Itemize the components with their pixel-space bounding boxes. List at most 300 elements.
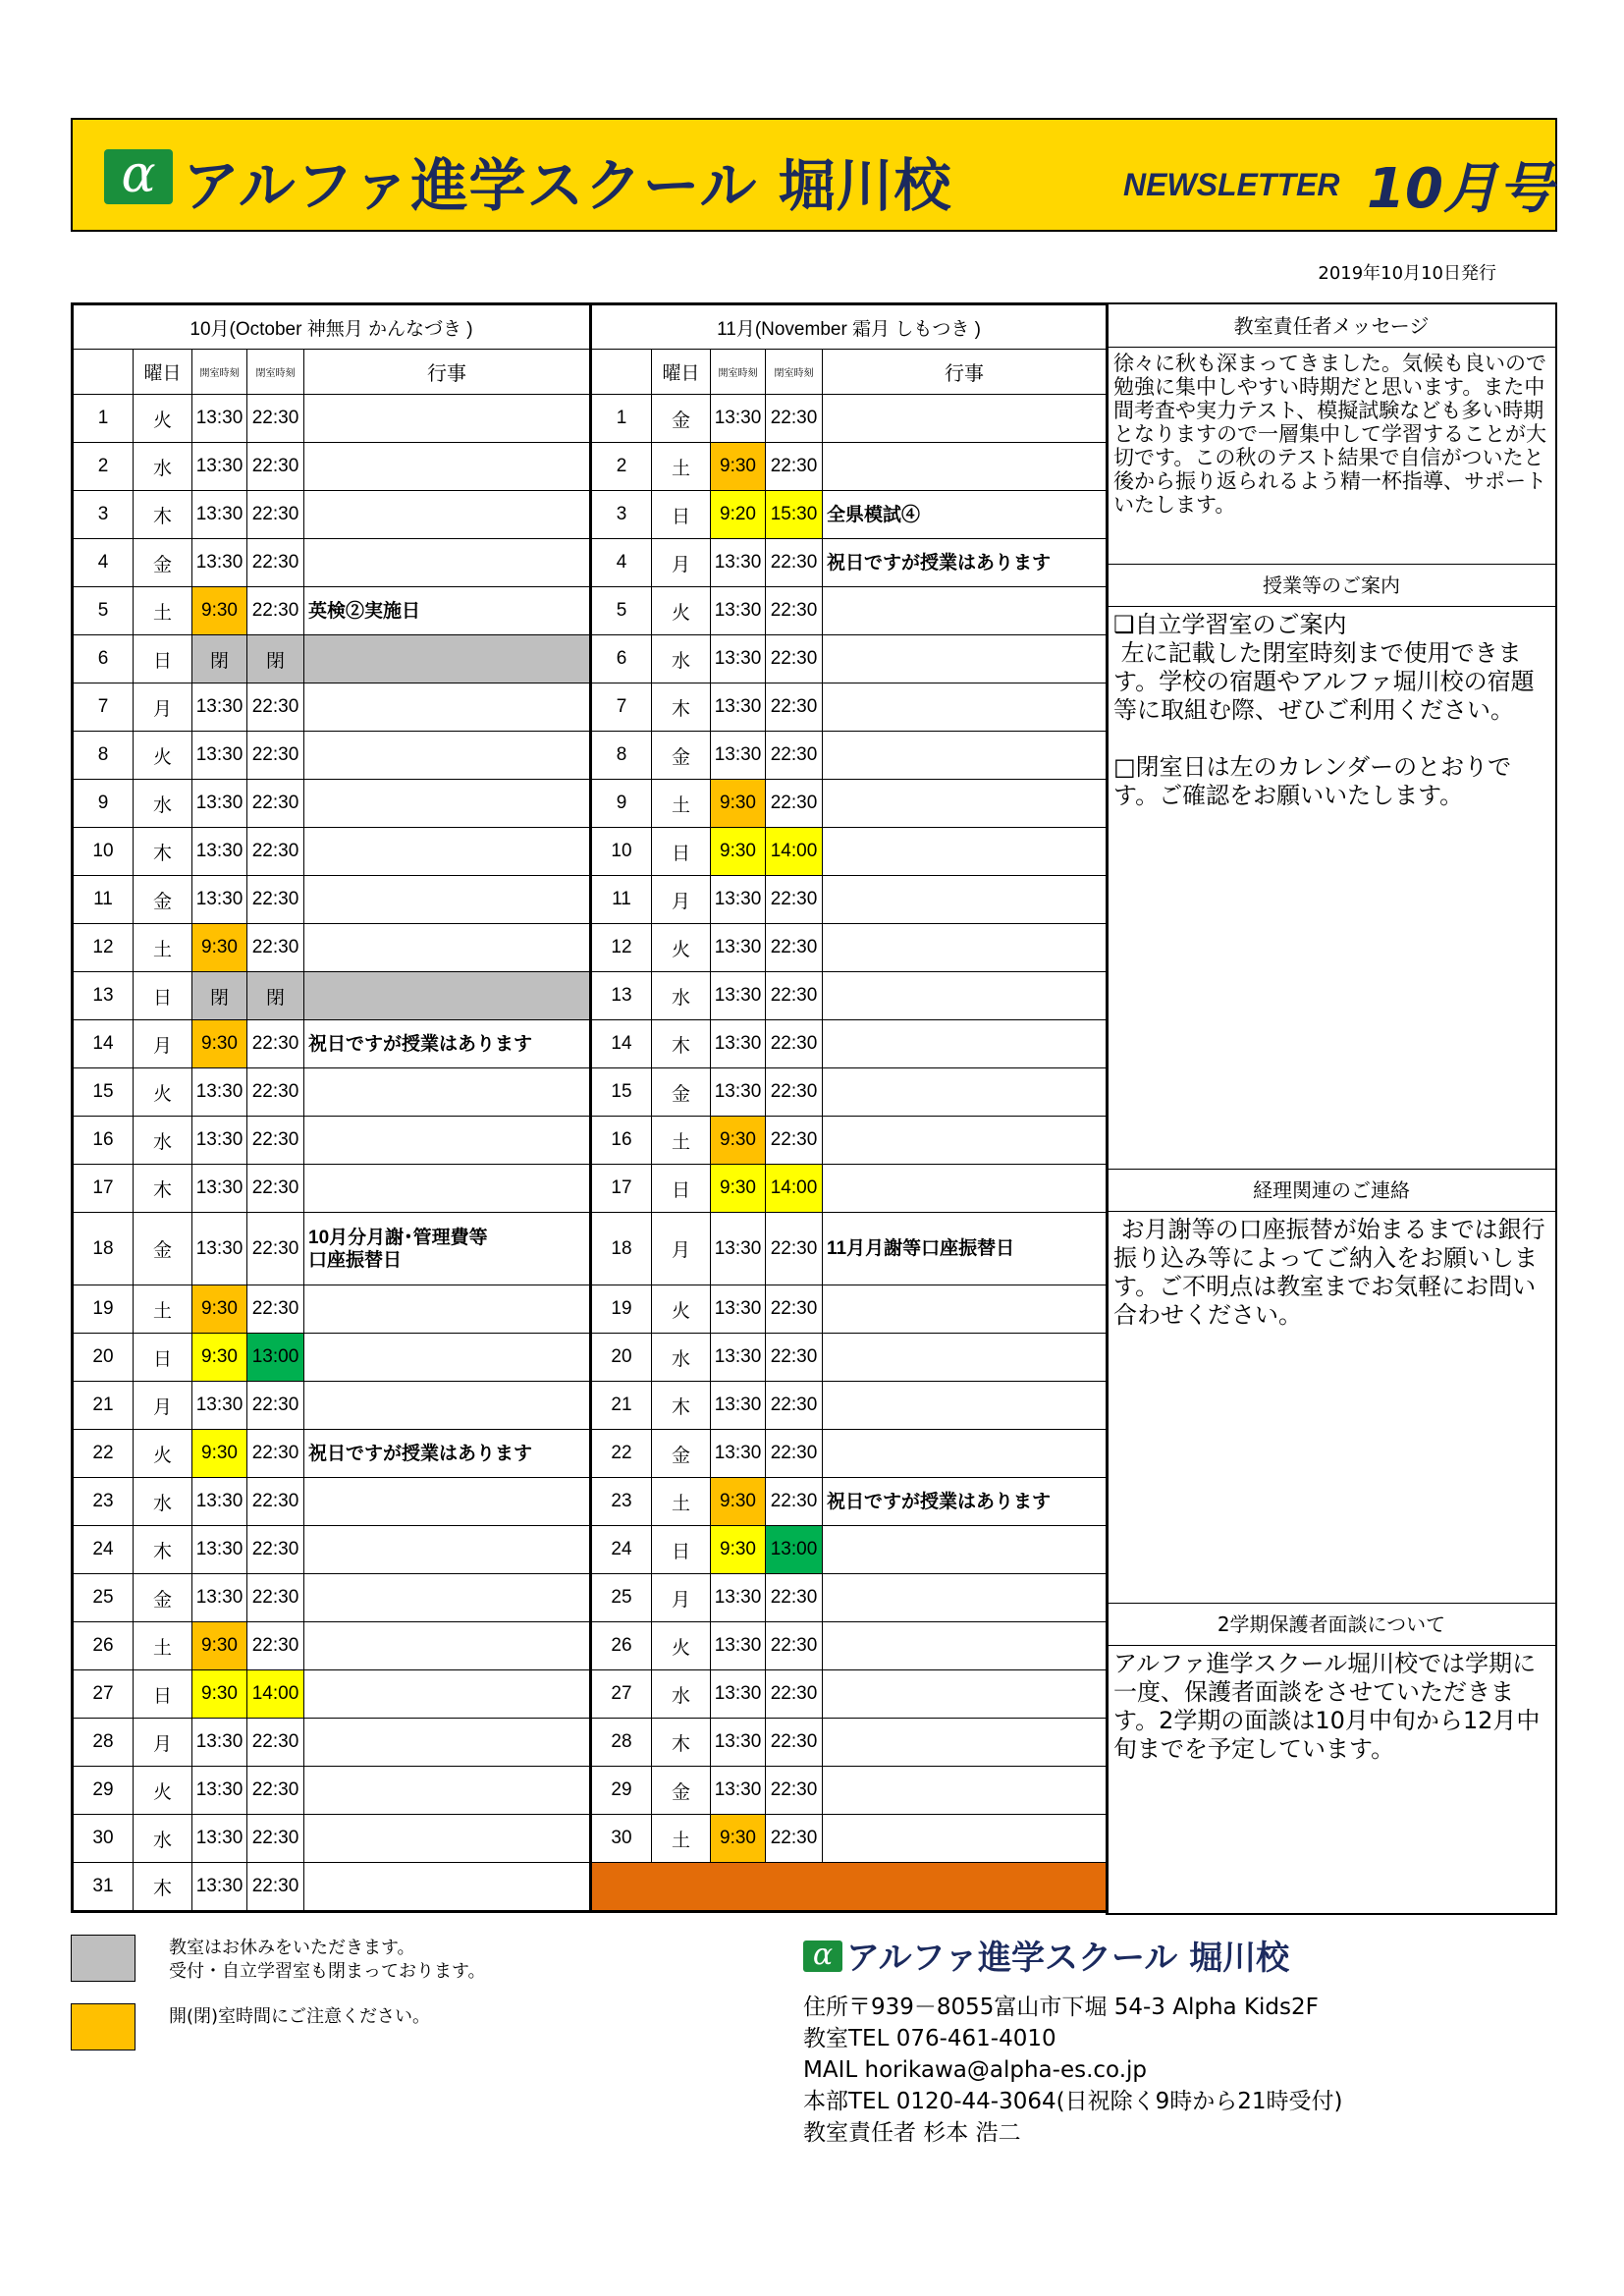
weekday: 火 [134, 1767, 192, 1815]
weekday: 土 [134, 1285, 192, 1334]
weekday: 月 [134, 1719, 192, 1767]
calendar-row [73, 1815, 591, 1863]
close-time: 14:00 [766, 828, 823, 876]
day-number: 14 [73, 1020, 134, 1068]
open-time: 9:30 [192, 924, 247, 972]
calendar-row [73, 395, 591, 443]
close-time: 22:30 [247, 443, 304, 491]
event [823, 1670, 1108, 1719]
calendar-row [73, 1285, 591, 1334]
calendar-row [73, 732, 591, 780]
weekday: 金 [652, 1068, 711, 1117]
calendar-row [73, 683, 591, 732]
day-number: 27 [591, 1670, 652, 1719]
open-time: 13:30 [711, 635, 766, 683]
weekday: 土 [134, 587, 192, 635]
calendar-row [591, 1068, 1108, 1117]
event [304, 1863, 591, 1912]
open-time: 13:30 [711, 395, 766, 443]
open-time: 13:30 [711, 1213, 766, 1285]
day-number: 21 [73, 1382, 134, 1430]
event [823, 1574, 1108, 1622]
col-close: 閉室時刻 [247, 350, 304, 395]
day-number: 18 [73, 1213, 134, 1285]
event [304, 1068, 591, 1117]
open-time: 13:30 [192, 539, 247, 587]
class-info-body: ❑自立学習室のご案内 左に記載した閉室時刻まで使用できます。学校の宿題やアルファ堀川校の宿題等に取組む際、ぜひご利用ください。 □閉室日は左のカレンダーのとおりです。ご確認をお願いいたします。 [1113, 611, 1535, 809]
october-calendar [71, 302, 592, 1913]
close-time: 22:30 [247, 491, 304, 539]
newsletter-label: NEWSLETTER [1123, 167, 1340, 202]
weekday: 火 [134, 1430, 192, 1478]
event [823, 1334, 1108, 1382]
class-info-title: 授業等のご案内 [1108, 564, 1555, 607]
weekday: 火 [652, 587, 711, 635]
weekday: 水 [134, 1478, 192, 1526]
event [823, 1430, 1108, 1478]
close-time: 22:30 [766, 443, 823, 491]
open-time: 9:30 [711, 1526, 766, 1574]
calendar-row [591, 1382, 1108, 1430]
day-number: 26 [73, 1622, 134, 1670]
calendar-row [591, 1430, 1108, 1478]
event [823, 876, 1108, 924]
open-time: 13:30 [192, 1382, 247, 1430]
calendar-row [73, 491, 591, 539]
day-number: 2 [591, 443, 652, 491]
calendar-row [73, 539, 591, 587]
event: 11月月謝等口座振替日 [823, 1213, 1108, 1285]
open-time: 13:30 [711, 1430, 766, 1478]
close-time: 22:30 [766, 1815, 823, 1863]
calendar-row [591, 876, 1108, 924]
day-number: 14 [591, 1020, 652, 1068]
calendar-row [591, 587, 1108, 635]
open-time: 9:30 [711, 1478, 766, 1526]
weekday: 月 [134, 683, 192, 732]
filler-cell [591, 1863, 1108, 1912]
calendar-row [591, 780, 1108, 828]
open-time: 13:30 [192, 1526, 247, 1574]
open-time: 9:30 [192, 587, 247, 635]
event [304, 1815, 591, 1863]
event [304, 732, 591, 780]
day-number: 4 [73, 539, 134, 587]
weekday: 木 [134, 1165, 192, 1213]
event [823, 635, 1108, 683]
event [823, 587, 1108, 635]
open-time: 13:30 [192, 1767, 247, 1815]
calendar-row [73, 1165, 591, 1213]
close-time: 22:30 [766, 876, 823, 924]
close-time: 22:30 [766, 539, 823, 587]
event [823, 1117, 1108, 1165]
day-number: 28 [591, 1719, 652, 1767]
close-time: 22:30 [766, 1574, 823, 1622]
weekday: 金 [652, 1767, 711, 1815]
open-time: 13:30 [711, 972, 766, 1020]
calendar-row [73, 587, 591, 635]
event [823, 780, 1108, 828]
open-time: 13:30 [192, 683, 247, 732]
open-time: 13:30 [711, 924, 766, 972]
issue-date: 2019年10月10日発行 [1318, 263, 1496, 284]
close-time: 22:30 [247, 1526, 304, 1574]
close-time: 22:30 [766, 972, 823, 1020]
open-time: 13:30 [711, 1622, 766, 1670]
close-time: 22:30 [766, 1622, 823, 1670]
day-number: 28 [73, 1719, 134, 1767]
calendar-row [73, 1213, 591, 1285]
legend-gray-text: 教室はお休みをいただきます。 受付・自立学習室も閉まっております。 [169, 1938, 486, 1982]
open-time: 13:30 [711, 1334, 766, 1382]
event [304, 683, 591, 732]
legend-gray-swatch [71, 1935, 135, 1982]
mail-address[interactable]: MAIL horikawa@alpha-es.co.jp [803, 2057, 1148, 2083]
november-calendar [589, 302, 1109, 1913]
day-number: 25 [591, 1574, 652, 1622]
calendar-row [73, 443, 591, 491]
weekday: 日 [134, 972, 192, 1020]
day-number: 7 [73, 683, 134, 732]
close-time: 22:30 [247, 1117, 304, 1165]
calendar-row [591, 1285, 1108, 1334]
close-time: 15:30 [766, 491, 823, 539]
calendar-row [73, 1430, 591, 1478]
open-time: 13:30 [711, 587, 766, 635]
calendar-row [591, 828, 1108, 876]
calendar-row [591, 1670, 1108, 1719]
col-close: 閉室時刻 [766, 350, 823, 395]
calendar-row [73, 1334, 591, 1382]
day-number: 12 [591, 924, 652, 972]
weekday: 日 [652, 1165, 711, 1213]
open-time: 13:30 [711, 1020, 766, 1068]
close-time: 22:30 [247, 732, 304, 780]
calendar-row [591, 635, 1108, 683]
event [304, 491, 591, 539]
event: 英検②実施日 [304, 587, 591, 635]
col-open: 開室時刻 [711, 350, 766, 395]
close-time: 22:30 [247, 539, 304, 587]
open-time: 13:30 [192, 1574, 247, 1622]
side-panel [1106, 302, 1557, 1915]
weekday: 金 [134, 1574, 192, 1622]
weekday: 月 [652, 876, 711, 924]
calendar-row [73, 635, 591, 683]
calendar-row [591, 1574, 1108, 1622]
event [304, 924, 591, 972]
open-time: 9:20 [711, 491, 766, 539]
weekday: 水 [134, 1815, 192, 1863]
open-time: 13:30 [711, 1767, 766, 1815]
open-time: 13:30 [192, 1719, 247, 1767]
day-number: 21 [591, 1382, 652, 1430]
open-time: 13:30 [192, 828, 247, 876]
day-number: 10 [591, 828, 652, 876]
open-time: 13:30 [711, 732, 766, 780]
event [304, 1478, 591, 1526]
open-time: 9:30 [192, 1430, 247, 1478]
day-number: 26 [591, 1622, 652, 1670]
event [304, 1670, 591, 1719]
event [304, 1767, 591, 1815]
day-number: 13 [591, 972, 652, 1020]
footer-school-name: アルファ進学スクール 堀川校 [846, 1939, 1290, 1978]
day-number: 1 [73, 395, 134, 443]
open-time: 13:30 [711, 1068, 766, 1117]
message-title: 教室責任者メッセージ [1108, 304, 1555, 348]
event: 祝日ですが授業はあります [823, 539, 1108, 587]
open-time: 13:30 [192, 876, 247, 924]
event [823, 1020, 1108, 1068]
weekday: 日 [134, 1334, 192, 1382]
event [304, 539, 591, 587]
event [304, 876, 591, 924]
col-day [73, 350, 134, 395]
day-number: 18 [591, 1213, 652, 1285]
day-number: 20 [73, 1334, 134, 1382]
calendar-row [591, 683, 1108, 732]
close-time: 22:30 [247, 1719, 304, 1767]
close-time: 22:30 [247, 1622, 304, 1670]
event: 全県模試④ [823, 491, 1108, 539]
close-time: 22:30 [247, 924, 304, 972]
day-number: 2 [73, 443, 134, 491]
newsletter-header [71, 118, 1557, 232]
event [823, 1526, 1108, 1574]
event [823, 1285, 1108, 1334]
calendar-row [73, 876, 591, 924]
event [304, 1622, 591, 1670]
calendar-row [73, 1767, 591, 1815]
close-time: 22:30 [766, 1478, 823, 1526]
open-time: 13:30 [711, 1285, 766, 1334]
day-number: 1 [591, 395, 652, 443]
event [823, 1622, 1108, 1670]
event [304, 635, 591, 683]
close-time: 22:30 [247, 1478, 304, 1526]
weekday: 木 [652, 1382, 711, 1430]
event [304, 1285, 591, 1334]
open-time: 13:30 [711, 539, 766, 587]
open-time: 9:30 [711, 780, 766, 828]
weekday: 日 [652, 1526, 711, 1574]
event [304, 1526, 591, 1574]
weekday: 水 [652, 1334, 711, 1382]
day-number: 29 [73, 1767, 134, 1815]
day-number: 30 [73, 1815, 134, 1863]
weekday: 火 [134, 1068, 192, 1117]
open-time: 13:30 [711, 876, 766, 924]
calendar-row [591, 972, 1108, 1020]
weekday: 火 [134, 732, 192, 780]
close-time: 22:30 [766, 1068, 823, 1117]
close-time: 22:30 [247, 1863, 304, 1912]
open-time: 閉 [192, 635, 247, 683]
close-time: 22:30 [766, 395, 823, 443]
calendar-row [591, 491, 1108, 539]
manager-name: 教室責任者 杉本 浩二 [803, 2120, 1021, 2146]
event [823, 1382, 1108, 1430]
day-number: 7 [591, 683, 652, 732]
calendar-row [73, 1117, 591, 1165]
close-time: 22:30 [247, 683, 304, 732]
weekday: 土 [134, 1622, 192, 1670]
close-time: 22:30 [247, 1382, 304, 1430]
weekday: 水 [134, 1117, 192, 1165]
event [304, 395, 591, 443]
open-time: 13:30 [711, 1382, 766, 1430]
event [823, 683, 1108, 732]
calendar-row [73, 1382, 591, 1430]
calendar-row [73, 828, 591, 876]
day-number: 16 [73, 1117, 134, 1165]
open-time: 閉 [192, 972, 247, 1020]
close-time: 22:30 [247, 1815, 304, 1863]
weekday: 木 [134, 828, 192, 876]
calendar-row [591, 443, 1108, 491]
close-time: 22:30 [766, 1213, 823, 1285]
calendar-row [73, 780, 591, 828]
open-time: 13:30 [711, 683, 766, 732]
weekday: 木 [652, 683, 711, 732]
close-time: 22:30 [247, 1430, 304, 1478]
weekday: 水 [652, 635, 711, 683]
weekday: 木 [134, 1526, 192, 1574]
message-body: 徐々に秋も深まってきました。気候も良いので勉強に集中しやすい時期だと思います。また中間考査や実力テスト、模擬試験なども多い時期となりますので一層集中して学習することが大切です。この秋のテスト結果で自信がついたと後から振り返られるよう精一杯指導、サポートいたします。 [1113, 352, 1546, 517]
open-time: 9:30 [711, 1117, 766, 1165]
weekday: 日 [134, 1670, 192, 1719]
event [823, 1767, 1108, 1815]
weekday: 金 [652, 395, 711, 443]
event [304, 1165, 591, 1213]
november-title: 11月(November 霜月 しもつき ) [591, 304, 1108, 350]
day-number: 13 [73, 972, 134, 1020]
open-time: 9:30 [711, 1815, 766, 1863]
close-time: 13:00 [247, 1334, 304, 1382]
event: 10月分月謝･管理費等 口座振替日 [304, 1213, 591, 1285]
weekday: 木 [134, 1863, 192, 1912]
event [823, 972, 1108, 1020]
interview-body: アルファ進学スクール堀川校では学期に一度、保護者面談をさせていただきます。2学期の面談は10月中旬から12月中旬までを予定しています。 [1113, 1650, 1541, 1763]
address: 住所〒939－8055富山市下堀 54-3 Alpha Kids2F [803, 1995, 1319, 2020]
calendar-row [591, 1719, 1108, 1767]
open-time: 13:30 [192, 732, 247, 780]
classroom-tel: 教室TEL 076-461-4010 [803, 2026, 1056, 2051]
day-number: 11 [73, 876, 134, 924]
close-time: 22:30 [766, 587, 823, 635]
weekday: 金 [652, 732, 711, 780]
col-weekday: 曜日 [134, 350, 192, 395]
close-time: 22:30 [766, 780, 823, 828]
close-time: 13:00 [766, 1526, 823, 1574]
footer-alpha-logo-icon: α [803, 1941, 842, 1972]
calendar-row [591, 1478, 1108, 1526]
close-time: 22:30 [766, 1117, 823, 1165]
close-time: 14:00 [247, 1670, 304, 1719]
close-time: 22:30 [766, 1020, 823, 1068]
weekday: 月 [134, 1382, 192, 1430]
close-time: 14:00 [766, 1165, 823, 1213]
calendar-row [73, 1478, 591, 1526]
close-time: 22:30 [247, 1165, 304, 1213]
day-number: 22 [73, 1430, 134, 1478]
weekday: 金 [652, 1430, 711, 1478]
close-time: 22:30 [247, 1068, 304, 1117]
close-time: 22:30 [247, 780, 304, 828]
open-time: 13:30 [192, 1068, 247, 1117]
weekday: 月 [652, 1213, 711, 1285]
close-time: 22:30 [247, 1020, 304, 1068]
day-number: 6 [591, 635, 652, 683]
weekday: 水 [652, 972, 711, 1020]
legend-orange-text: 開(閉)室時間にご注意ください。 [169, 2006, 431, 2027]
weekday: 木 [652, 1020, 711, 1068]
close-time: 閉 [247, 972, 304, 1020]
day-number: 8 [591, 732, 652, 780]
day-number: 3 [591, 491, 652, 539]
day-number: 6 [73, 635, 134, 683]
open-time: 13:30 [192, 1863, 247, 1912]
day-number: 30 [591, 1815, 652, 1863]
weekday: 土 [652, 780, 711, 828]
open-time: 9:30 [711, 828, 766, 876]
calendar-row [591, 539, 1108, 587]
weekday: 月 [134, 1020, 192, 1068]
close-time: 22:30 [766, 1719, 823, 1767]
close-time: 22:30 [247, 587, 304, 635]
calendar-row [73, 1719, 591, 1767]
event [304, 1719, 591, 1767]
day-number: 25 [73, 1574, 134, 1622]
close-time: 22:30 [766, 1285, 823, 1334]
event [823, 395, 1108, 443]
event [304, 443, 591, 491]
event: 祝日ですが授業はあります [823, 1478, 1108, 1526]
close-time: 22:30 [766, 924, 823, 972]
calendar-row [591, 1334, 1108, 1382]
hq-tel: 本部TEL 0120-44-3064(日祝除く9時から21時受付) [803, 2089, 1343, 2114]
close-time: 22:30 [247, 1574, 304, 1622]
legend-orange-swatch [71, 2003, 135, 2050]
day-number: 3 [73, 491, 134, 539]
calendar-row [591, 1767, 1108, 1815]
event [304, 1574, 591, 1622]
close-time: 22:30 [247, 1767, 304, 1815]
weekday: 木 [134, 491, 192, 539]
open-time: 13:30 [192, 1815, 247, 1863]
calendar-row [591, 395, 1108, 443]
open-time: 13:30 [192, 1478, 247, 1526]
day-number: 9 [591, 780, 652, 828]
day-number: 27 [73, 1670, 134, 1719]
close-time: 22:30 [766, 1430, 823, 1478]
school-name: アルファ進学スクール 堀川校 [183, 152, 952, 219]
col-event: 行事 [304, 350, 591, 395]
open-time: 13:30 [711, 1670, 766, 1719]
calendar-row [73, 1526, 591, 1574]
day-number: 23 [73, 1478, 134, 1526]
day-number: 5 [591, 587, 652, 635]
close-time: 22:30 [766, 732, 823, 780]
weekday: 水 [134, 780, 192, 828]
open-time: 13:30 [192, 1213, 247, 1285]
day-number: 24 [591, 1526, 652, 1574]
open-time: 13:30 [711, 1574, 766, 1622]
interview-title: 2学期保護者面談について [1108, 1603, 1555, 1646]
event: 祝日ですが授業はあります [304, 1430, 591, 1478]
